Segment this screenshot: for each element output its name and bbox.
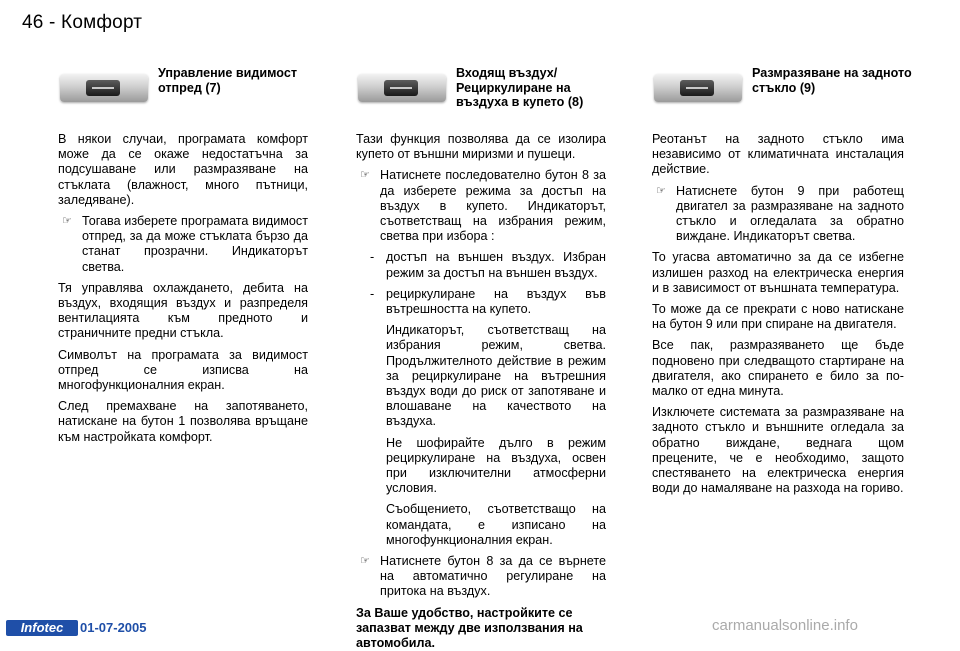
section-heading: Размразяване на задното стъкло (9)	[752, 66, 912, 95]
pointing-hand-icon: ☞	[62, 215, 72, 228]
section-heading: Управление видимост отпред (7)	[158, 66, 297, 95]
paragraph: То угасва автоматично за да се избегне излишен разход на електрическа енергия и в зависимост от външната температура.	[652, 250, 904, 295]
footer-date: 01-07-2005	[80, 620, 147, 635]
infotec-logo: Infotec	[6, 620, 78, 636]
section-header	[58, 66, 308, 132]
section-header	[356, 66, 606, 132]
column-visibility	[58, 0, 308, 451]
section-header	[652, 66, 912, 132]
paragraph: Тази функция позволява да се изолира купето от външни миризми и пушеци.	[356, 132, 606, 162]
bullet-item	[58, 214, 308, 275]
bullet-item	[356, 168, 606, 244]
paragraph: Реотанът на задното стъкло има независимо от климатичната инсталация действие.	[652, 132, 904, 177]
column-rear-defrost	[652, 0, 912, 502]
dash-item	[356, 250, 606, 280]
bullet-text: Натиснете последователно бутон 8 за да изберете режима за достъп на въздух в купето. Индикаторът, съответстващ на избрания режим, светва при избора :	[380, 168, 606, 244]
sub-paragraph: Индикаторът, съответстващ на избрания режим, светва. Продължителното действие в режим за рециркулиране на вътрешния въздух води до риск от запотяване и влошаване на качеството на въздуха.	[386, 323, 606, 429]
bullet-item	[356, 554, 606, 600]
dash-mark: -	[370, 286, 375, 301]
control-button-image	[654, 74, 742, 102]
paragraph: Тя управлява охлаждането, дебита на въздух, входящия въздух и разпределя вентилацията към предното и страничните предни стъкла.	[58, 280, 308, 341]
paragraph: Все пак, размразяването ще бъде подновено при следващото стартиране на двигателя, ако спирането е било за по-малко от една минута.	[652, 338, 904, 399]
bullet-text: Натиснете бутон 9 при работещ двигател за размразяване на задното стъкло и огледалата за обратно виждане. Индикаторът светва.	[676, 183, 904, 244]
column-body	[58, 132, 308, 445]
dash-mark: -	[370, 250, 375, 265]
dash-item	[356, 287, 606, 317]
pointing-hand-icon: ☞	[360, 555, 370, 568]
pointing-hand-icon: ☞	[360, 169, 370, 182]
dash-text: достъп на външен въздух. Избран режим за достъп на външен въздух.	[386, 250, 606, 280]
sub-paragraph: Съобщението, съответстващо на командата, е изписано на многофункционалния екран.	[386, 502, 606, 547]
note-paragraph: За Ваше удобство, настройките се запазват между две използвания на автомобила.	[356, 605, 583, 651]
paragraph: След премахване на запотяването, натискане на бутон 1 позволява връщане към настройката комфорт.	[58, 399, 308, 444]
dash-text: рециркулиране на въздух във вътрешността на купето.	[386, 286, 606, 317]
section-title: Комфорт	[61, 12, 143, 33]
bullet-text: Натиснете бутон 8 за да се върнете на автоматично регулиране на притока на въздух.	[380, 554, 606, 599]
control-button-image	[60, 74, 148, 102]
paragraph: То може да се прекрати с ново натискане на бутон 9 или при спиране на двигателя.	[652, 302, 904, 332]
pointing-hand-icon: ☞	[656, 184, 666, 197]
sub-paragraph: Не шофирайте дълго в режим рециркулиране на въздуха, освен при изключителни атмосферни условия.	[386, 435, 606, 496]
page-number: 46	[22, 12, 44, 33]
paragraph: В някои случаи, програмата комфорт може да се окаже недостатъчна за подсушаване или размразяване на стъклата (влажност, много пътници, заледяване).	[58, 132, 308, 207]
column-recirculation	[356, 0, 606, 651]
section-heading: Входящ въздух/ Рециркулиране на въздуха в купето (8)	[456, 66, 584, 110]
bullet-text: Тогава изберете програмата видимост отпред, за да може стъклата бързо да станат прозрачни. Индикаторът светва.	[82, 214, 308, 274]
control-button-image	[358, 74, 446, 102]
column-body	[652, 132, 904, 496]
paragraph: Символът на програмата за видимост отпред се изписва на многофункционалния екран.	[58, 347, 308, 393]
page-separator: -	[49, 12, 56, 33]
bullet-item	[652, 184, 904, 245]
paragraph: Изключете системата за размразяване на задното стъкло и външните огледала за обратно виждане, веднага щом прецените, че е необходимо, защото спестяването на електрическа енергия води до намаляване на разхода на гориво.	[652, 405, 904, 496]
watermark: carmanualsonline.info	[712, 617, 858, 634]
column-body	[356, 132, 606, 651]
